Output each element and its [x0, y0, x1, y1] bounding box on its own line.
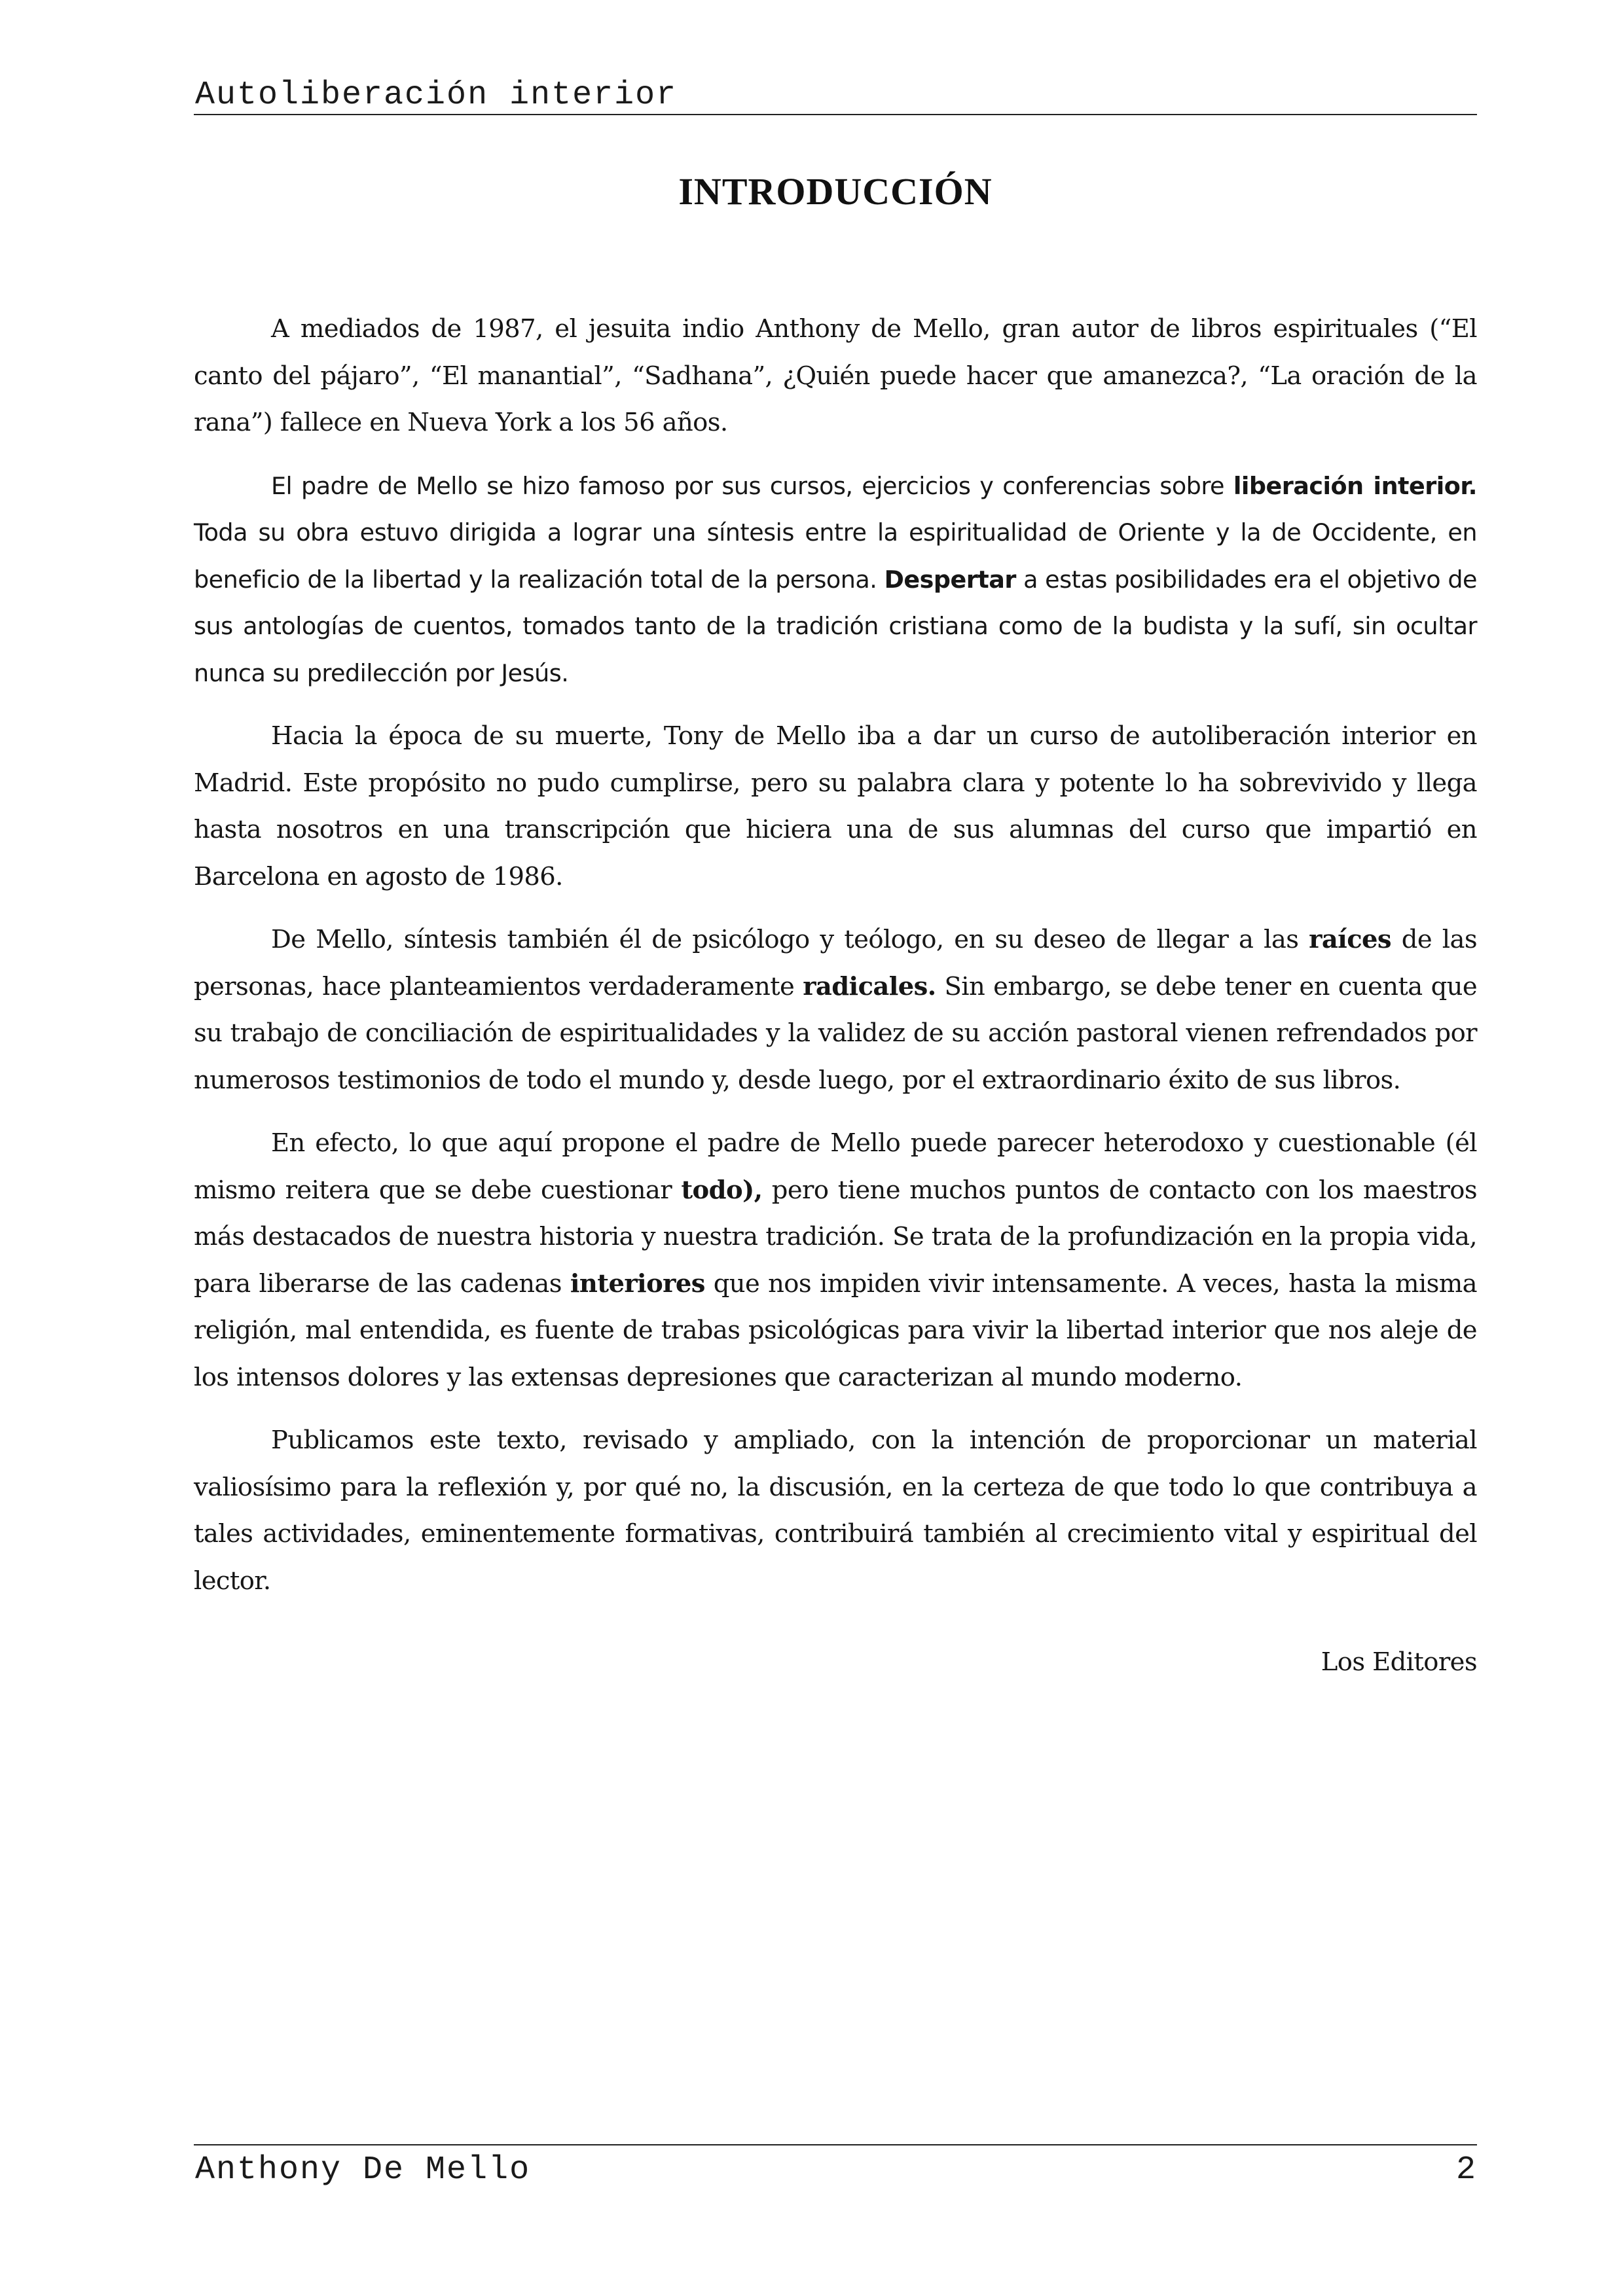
- paragraph-5-bold-interiores: interiores: [570, 1268, 705, 1299]
- paragraph-4-bold-radicales: radicales.: [803, 971, 936, 1001]
- paragraph-3-segment-1: Hacia la época de su muerte, Tony de Mello iba a dar un curso de autoliberación interior en Madrid. Este propósito no pudo cumplirse, pero su palabra clara y potente lo ha sobrevivido y llega hasta nosotros en una transcripción que hiciera una de sus alumnas del curso que impartió en Barcelona en agosto de 1986.: [194, 721, 1477, 891]
- page-title: INTRODUCCIÓN: [678, 170, 993, 213]
- paragraph-2-segment-3: Toda su obra estuvo dirigida a lograr una síntesis entre la espiritualidad de Oriente y la de Occidente, en beneficio de la libertad y la realización total de la persona.: [194, 518, 1477, 594]
- paragraph-1: [194, 306, 1477, 446]
- running-header-title: Autoliberación interior: [195, 77, 678, 114]
- paragraph-3: [194, 713, 1477, 900]
- paragraph-5: [194, 1120, 1477, 1401]
- paragraph-5-bold-todo: todo),: [681, 1175, 763, 1205]
- paragraph-2-bold-liberacion: liberación interior.: [1233, 471, 1478, 500]
- body-text: [194, 306, 1477, 1621]
- paragraph-4-bold-raices: raíces: [1309, 925, 1392, 954]
- paragraph-1-segment-1: A mediados de 1987, el jesuita indio Anthony de Mello, gran autor de libros espirituales (“El canto del pájaro”, “El manantial”, “Sadhana”, ¿Quién puede hacer que amanezca?, “La oración de la rana”) fallece en Nueva York a los 56 años.: [194, 314, 1477, 437]
- paragraph-4-segment-1: De Mello, síntesis también él de psicólogo y teólogo, en su deseo de llegar a las: [271, 925, 1309, 954]
- paragraph-6: [194, 1417, 1477, 1604]
- footer-author: Anthony De Mello: [195, 2151, 531, 2189]
- paragraph-4-segment-5: Sin embargo, se debe tener en cuenta que su trabajo de conciliación de espiritualidades y la validez de su acción pastoral vienen refrendados por numerosos testimonios de todo el mundo y, desde luego, por el extraordinario éxito de sus libros.: [194, 971, 1477, 1095]
- running-header: [194, 73, 1477, 115]
- paragraph-5-segment-5: que nos impiden vivir intensamente. A veces, hasta la misma religión, mal entendida, es fuente de trabas psicológicas para vivir la libertad interior que nos aleje de los intensos dolores y las extensas depresiones que caracterizan al mundo moderno.: [194, 1268, 1477, 1392]
- paragraph-6-segment-1: Publicamos este texto, revisado y ampliado, con la intención de proporcionar un material valiosísimo para la reflexión y, por qué no, la discusión, en la certeza de que todo lo que contribuya a tales actividades, eminentemente formativas, contribuirá también al crecimiento vital y espiritual del lector.: [194, 1426, 1477, 1596]
- page-number: 2: [1455, 2151, 1476, 2189]
- running-footer: [194, 2144, 1477, 2191]
- paragraph-5-segment-3: pero tiene muchos puntos de contacto con los maestros más destacados de nuestra historia y nuestra tradición. Se trata de la profundización en la propia vida, para liberarse de las cadenas: [194, 1175, 1477, 1299]
- signature: Los Editores: [1321, 1647, 1477, 1677]
- paragraph-4-segment-3: de las personas, hace planteamientos verdaderamente: [194, 925, 1478, 1001]
- paragraph-2-bold-despertar: Despertar: [884, 565, 1016, 594]
- paragraph-2-segment-1: El padre de Mello se hizo famoso por sus cursos, ejercicios y conferencias sobre: [271, 471, 1233, 500]
- paragraph-5-segment-1: En efecto, lo que aquí propone el padre de Mello puede parecer heterodoxo y cuestionable (él mismo reitera que se debe cuestionar: [194, 1128, 1477, 1205]
- paragraph-2-segment-5: a estas posibilidades era el objetivo de sus antologías de cuentos, tomados tanto de la tradición cristiana como de la budista y la sufí, sin ocultar nunca su predilección por Jesús.: [194, 565, 1477, 687]
- paragraph-4: [194, 916, 1477, 1103]
- paragraph-2: [194, 463, 1477, 697]
